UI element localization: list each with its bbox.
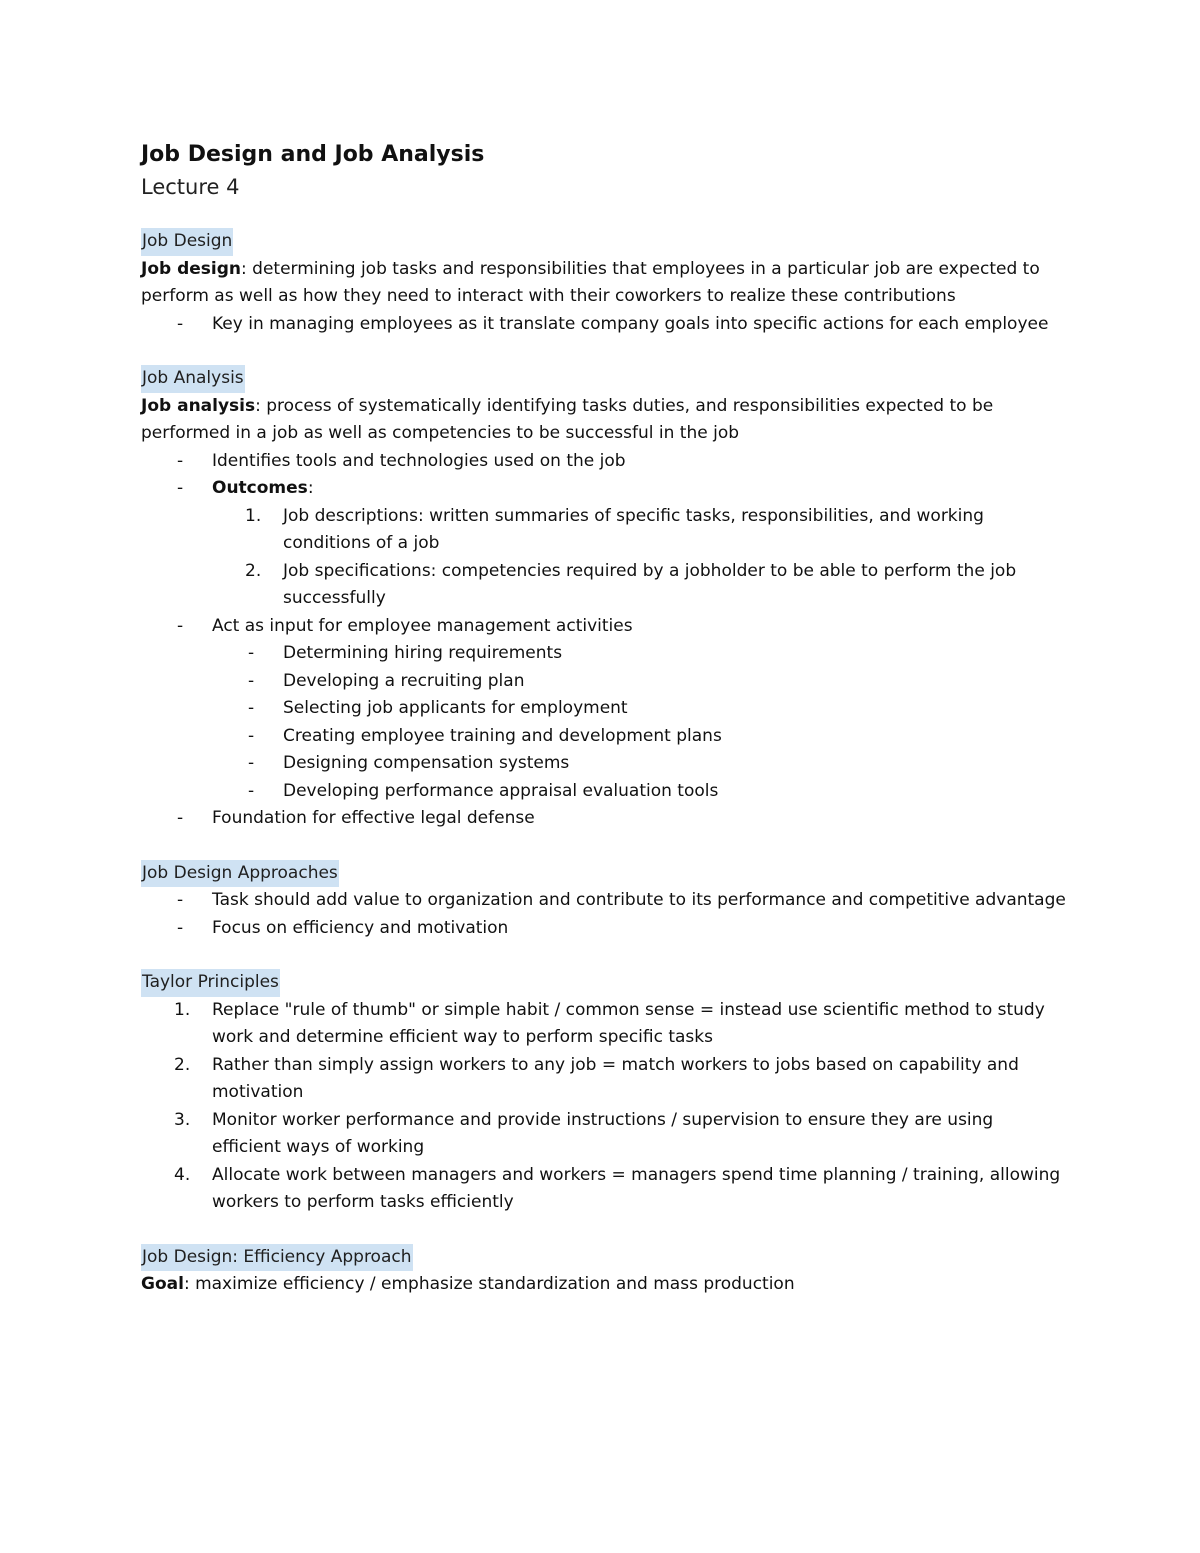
dash-marker: - [177,615,184,636]
list-item: - Foundation for effective legal defense [141,805,1066,833]
dash-marker: - [248,780,255,801]
number-marker: 2. [174,1054,191,1075]
list-item: - Task should add value to organization and contribute to its performance and competitive advantage [141,887,1066,915]
number-marker: 4. [174,1164,191,1185]
number-marker: 2. [245,560,262,581]
dash-marker: - [177,890,184,910]
dash-marker: - [177,313,184,334]
bullet-list [141,448,1066,833]
list-item: 3. Monitor worker performance and provide instructions / supervision to ensure they are using efficient ways of working [141,1107,1066,1162]
list-item: - Developing performance appraisal evaluation tools [141,778,1066,806]
section-heading: Job Design: Efficiency Approach [141,1244,413,1272]
list-item: 4. Allocate work between managers and workers = managers spend time planning / training, allowing workers to perform tasks efficiently [141,1162,1066,1217]
bullet-list [141,311,1066,339]
section-heading: Taylor Principles [141,969,280,997]
section-taylor-principles [141,969,1066,1217]
section-job-design [141,228,1066,338]
list-item: 2. Rather than simply assign workers to any job = match workers to jobs based on capability and motivation [141,1052,1066,1107]
section-job-design-approaches [141,860,1066,943]
dash-marker: - [177,450,184,471]
term: Goal [141,1274,184,1294]
section-heading: Job Analysis [141,365,245,393]
list-item: - Developing a recruiting plan [141,668,1066,696]
dash-marker: - [248,698,255,718]
number-marker: 1. [174,999,191,1020]
definition-text: : determining job tasks and responsibilities that employees in a particular job are expected to perform as well as how they need to interact with their coworkers to realize these contributions [141,258,1040,306]
list-item: - Outcomes: [141,475,1066,503]
list-item: - Key in managing employees as it translate company goals into specific actions for each employee [141,311,1066,339]
list-item: - Selecting job applicants for employment [141,695,1066,723]
list-item: - Designing compensation systems [141,750,1066,778]
list-item: 2. Job specifications: competencies required by a jobholder to be able to perform the job successfully [141,558,1066,613]
dash-marker: - [248,670,255,691]
definition-text: : maximize efficiency / emphasize standardization and mass production [183,1274,795,1294]
section-heading: Job Design Approaches [141,860,339,888]
dash-marker: - [177,478,184,498]
document-subtitle: Lecture 4 [141,175,240,199]
number-marker: 1. [245,505,262,526]
dash-marker: - [248,753,255,773]
bullet-list [141,887,1066,942]
list-item: - Act as input for employee management activities [141,613,1066,641]
definition-paragraph [141,256,1066,311]
number-marker: 3. [174,1109,191,1130]
outcomes-label: Outcomes [212,478,308,498]
section-job-analysis [141,365,1066,833]
numbered-list [141,997,1066,1217]
list-item: 1. Job descriptions: written summaries of specific tasks, responsibilities, and working conditions of a job [141,503,1066,558]
section-heading: Job Design [141,228,233,256]
dash-marker: - [248,643,255,663]
dash-marker: - [177,917,184,938]
section-efficiency-approach [141,1244,1066,1299]
document-page [141,140,1066,1326]
list-item: 1. Replace "rule of thumb" or simple habit / common sense = instead use scientific method to study work and determine efficient way to perform specific tasks [141,997,1066,1052]
list-item: - Determining hiring requirements [141,640,1066,668]
list-item: - Creating employee training and development plans [141,723,1066,751]
term: Job analysis [141,395,256,416]
dash-marker: - [248,725,255,746]
definition-text: : process of systematically identifying tasks duties, and responsibilities expected to be performed in a job as well as competencies to be successful in the job [141,395,994,443]
term: Job design [141,258,242,279]
list-item: - Identifies tools and technologies used on the job [141,448,1066,476]
dash-marker: - [177,808,184,828]
definition-paragraph [141,1271,1066,1299]
list-item: - Focus on efficiency and motivation [141,915,1066,943]
definition-paragraph [141,393,1066,448]
document-title: Job Design and Job Analysis [141,142,485,167]
